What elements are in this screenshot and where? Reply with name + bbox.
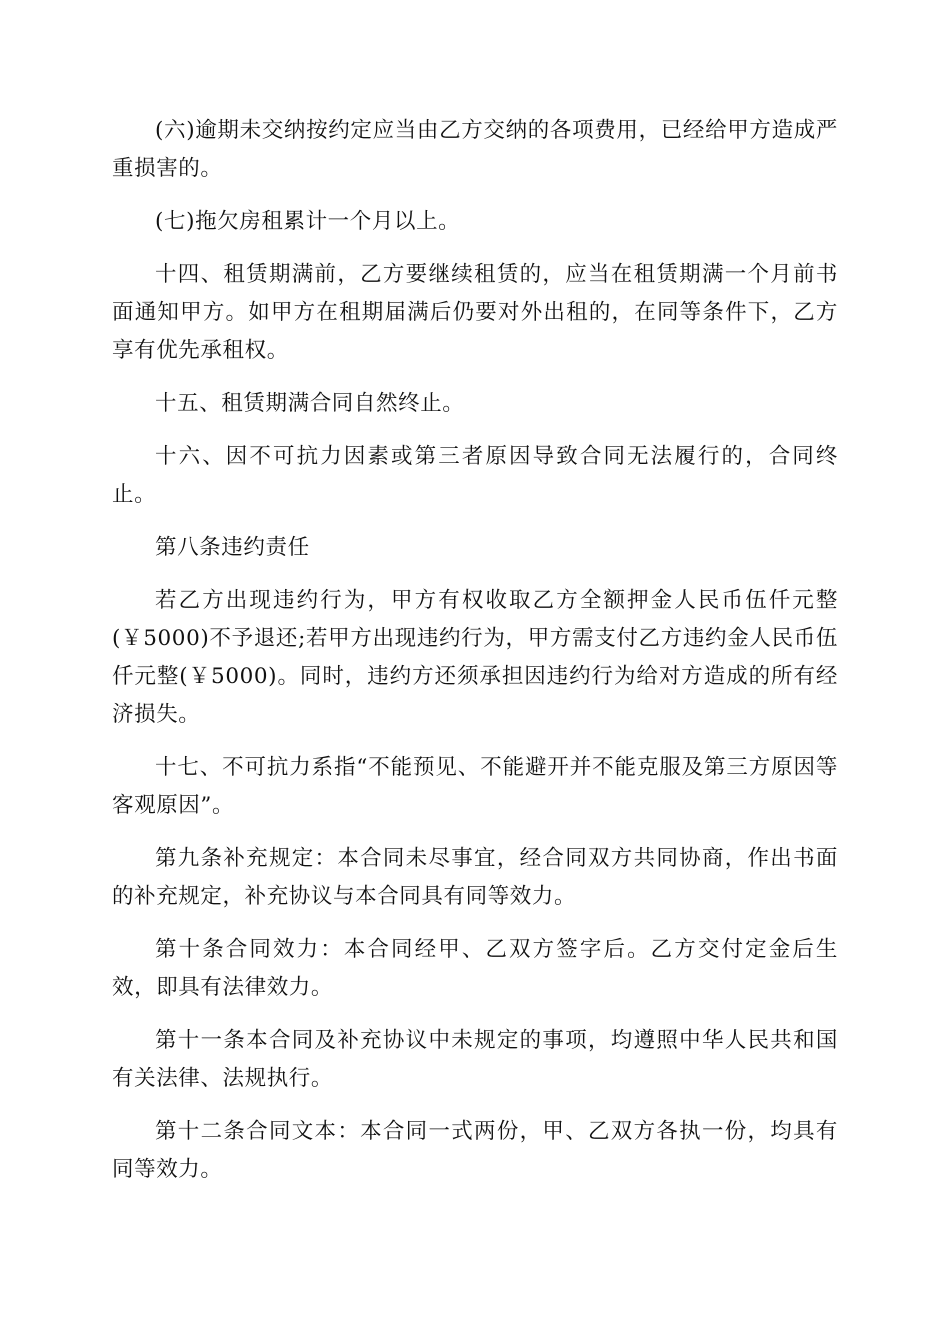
paragraph-force-majeure-definition: 十七、不可抗力系指“不能预见、不能避开并不能克服及第三方原因等客观原因”。 [112, 755, 838, 818]
paragraph-contract-validity: 第十条合同效力：本合同经甲、乙双方签字后。乙方交付定金后生效，即具有法律效力。 [112, 937, 838, 1000]
paragraph-breach-penalty: 若乙方出现违约行为，甲方有权收取乙方全额押金人民币伍仟元整(￥5000)不予退还;若甲方出现违约行为，甲方需支付乙方违约金人民币伍仟元整(￥5000)。同时，违约方还须承担因违约行为给对方造成的所有经济损失。 [112, 588, 838, 727]
paragraph-renewal-priority: 十四、租赁期满前，乙方要继续租赁的，应当在租赁期满一个月前书面通知甲方。如甲方在租期届满后仍要对外出租的，在同等条件下，乙方享有优先承租权。 [112, 262, 838, 363]
paragraph-overdue-fees: (六)逾期未交纳按约定应当由乙方交纳的各项费用，已经给甲方造成严重损害的。 [112, 118, 838, 181]
paragraph-lease-expiry: 十五、租赁期满合同自然终止。 [155, 391, 465, 416]
paragraph-applicable-law: 第十一条本合同及补充协议中未规定的事项，均遵照中华人民共和国有关法律、法规执行。 [112, 1028, 838, 1091]
paragraph-supplementary-provisions: 第九条补充规定：本合同未尽事宜，经合同双方共同协商，作出书面的补充规定，补充协议与本合同具有同等效力。 [112, 846, 838, 909]
section-heading-breach-liability: 第八条违约责任 [155, 535, 310, 560]
paragraph-contract-copies: 第十二条合同文本：本合同一式两份，甲、乙双方各执一份，均具有同等效力。 [112, 1119, 838, 1182]
paragraph-rent-arrears: (七)拖欠房租累计一个月以上。 [155, 209, 461, 234]
paragraph-force-majeure-termination: 十六、因不可抗力因素或第三者原因导致合同无法履行的，合同终止。 [112, 444, 838, 507]
